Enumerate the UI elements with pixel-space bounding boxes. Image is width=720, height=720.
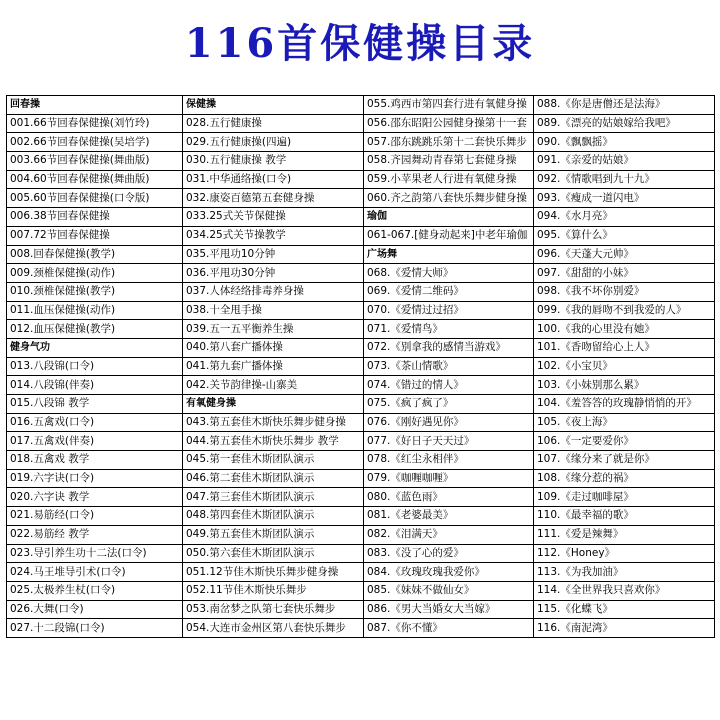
list-item: 051.12节佳木斯快乐舞步健身操 — [183, 563, 364, 582]
list-item: 002.66节回春保健操(吴培学) — [7, 133, 183, 152]
list-item: 043.第五套佳木斯快乐舞步健身操 — [183, 413, 364, 432]
list-item: 106.《一定要爱你》 — [534, 432, 715, 451]
table-row — [7, 338, 715, 357]
table-row — [7, 189, 715, 208]
list-item: 060.齐之韵第八套快乐舞步健身操 — [364, 189, 534, 208]
list-item: 078.《红尘永相伴》 — [364, 451, 534, 470]
list-item: 097.《甜甜的小妹》 — [534, 264, 715, 283]
table-row — [7, 133, 715, 152]
table-row — [7, 488, 715, 507]
list-item: 041.第九套广播体操 — [183, 357, 364, 376]
list-item: 086.《男大当婚女大当嫁》 — [364, 600, 534, 619]
section-header: 回春操 — [7, 96, 183, 115]
list-item: 103.《小妹别那么累》 — [534, 376, 715, 395]
list-item: 040.第八套广播体操 — [183, 338, 364, 357]
list-item: 112.《Honey》 — [534, 544, 715, 563]
list-item: 017.五禽戏(伴奏) — [7, 432, 183, 451]
list-item: 021.易筋经(口令) — [7, 507, 183, 526]
list-item: 059.小苹果老人行进有氧健身操 — [364, 170, 534, 189]
section-header: 健身气功 — [7, 338, 183, 357]
list-item: 039.五一五平衡养生操 — [183, 320, 364, 339]
list-item: 088.《你是唐僧还是法海》 — [534, 96, 715, 115]
list-item: 033.25式关节保健操 — [183, 208, 364, 227]
list-item: 109.《走过咖啡屋》 — [534, 488, 715, 507]
list-item: 029.五行健康操(四遍) — [183, 133, 364, 152]
table-row — [7, 600, 715, 619]
list-item: 016.五禽戏(口令) — [7, 413, 183, 432]
list-item: 014.八段锦(伴奏) — [7, 376, 183, 395]
list-item: 085.《妹妹不做仙女》 — [364, 581, 534, 600]
table-row — [7, 395, 715, 414]
list-item: 079.《咖喱咖喱》 — [364, 469, 534, 488]
list-item: 083.《没了心的爱》 — [364, 544, 534, 563]
list-item: 048.第四套佳木斯团队演示 — [183, 507, 364, 526]
list-item: 095.《算什么》 — [534, 226, 715, 245]
table-row — [7, 432, 715, 451]
list-item: 071.《爱情鸟》 — [364, 320, 534, 339]
list-item: 104.《羞答答的玫瑰静悄悄的开》 — [534, 395, 715, 414]
list-item: 082.《泪满天》 — [364, 525, 534, 544]
list-item: 111.《爱是辣舞》 — [534, 525, 715, 544]
list-item: 022.易筋经 教学 — [7, 525, 183, 544]
list-item: 007.72节回春保健操 — [7, 226, 183, 245]
list-item: 115.《化蝶飞》 — [534, 600, 715, 619]
list-item: 001.66节回春保健操(刘竹玲) — [7, 114, 183, 133]
list-item: 034.25式关节操教学 — [183, 226, 364, 245]
list-item: 019.六字诀(口令) — [7, 469, 183, 488]
list-item: 044.第五套佳木斯快乐舞步 教学 — [183, 432, 364, 451]
list-item: 054.大连市金州区第八套快乐舞步 — [183, 619, 364, 638]
list-item: 055.鸡西市第四套行进有氧健身操 — [364, 96, 534, 115]
list-item: 047.第三套佳木斯团队演示 — [183, 488, 364, 507]
list-item: 061-067.[健身动起来]中老年瑜伽 — [364, 226, 534, 245]
list-item: 032.康姿百德第五套健身操 — [183, 189, 364, 208]
list-item: 037.人体经络排毒养身操 — [183, 282, 364, 301]
list-item: 081.《老婆最美》 — [364, 507, 534, 526]
list-item: 031.中华通络操(口令) — [183, 170, 364, 189]
list-item: 024.马王堆导引术(口令) — [7, 563, 183, 582]
table-row — [7, 563, 715, 582]
list-item: 070.《爱情过过招》 — [364, 301, 534, 320]
list-item: 053.南岔梦之队第七套快乐舞步 — [183, 600, 364, 619]
list-item: 093.《瘦成一道闪电》 — [534, 189, 715, 208]
list-item: 052.11节佳木斯快乐舞步 — [183, 581, 364, 600]
table-row — [7, 357, 715, 376]
list-item: 011.血压保健操(动作) — [7, 301, 183, 320]
list-item: 080.《蓝色雨》 — [364, 488, 534, 507]
list-item: 101.《香吻留给心上人》 — [534, 338, 715, 357]
table-row — [7, 619, 715, 638]
list-item: 012.血压保健操(教学) — [7, 320, 183, 339]
list-item: 092.《情歌唱到九十九》 — [534, 170, 715, 189]
list-item: 058.齐园舞动青春第七套健身操 — [364, 152, 534, 171]
list-item: 004.60节回春保健操(舞曲版) — [7, 170, 183, 189]
list-item: 018.五禽戏 教学 — [7, 451, 183, 470]
list-item: 096.《天蓬大元帅》 — [534, 245, 715, 264]
list-item: 069.《爱情二维码》 — [364, 282, 534, 301]
table-row — [7, 376, 715, 395]
list-item: 113.《为我加油》 — [534, 563, 715, 582]
list-item: 100.《我的心里没有她》 — [534, 320, 715, 339]
list-item: 025.太极养生杖(口令) — [7, 581, 183, 600]
list-item: 075.《疯了疯了》 — [364, 395, 534, 414]
catalog-table — [6, 95, 715, 638]
list-item: 087.《你不懂》 — [364, 619, 534, 638]
list-item: 003.66节回春保健操(舞曲版) — [7, 152, 183, 171]
section-header: 保健操 — [183, 96, 364, 115]
list-item: 084.《玫瑰玫瑰我爱你》 — [364, 563, 534, 582]
section-header: 广场舞 — [364, 245, 534, 264]
list-item: 094.《水月亮》 — [534, 208, 715, 227]
list-item: 073.《茶山情歌》 — [364, 357, 534, 376]
table-row — [7, 507, 715, 526]
list-item: 098.《我不坏你别爱》 — [534, 282, 715, 301]
list-item: 013.八段锦(口令) — [7, 357, 183, 376]
list-item: 057.邵东跳跳乐第十二套快乐舞步 — [364, 133, 534, 152]
list-item: 045.第一套佳木斯团队演示 — [183, 451, 364, 470]
list-item: 114.《全世界我只喜欢你》 — [534, 581, 715, 600]
list-item: 023.导引养生功十二法(口令) — [7, 544, 183, 563]
table-row — [7, 114, 715, 133]
list-item: 110.《最幸福的歌》 — [534, 507, 715, 526]
list-item: 074.《错过的情人》 — [364, 376, 534, 395]
list-item: 107.《缘分来了就是你》 — [534, 451, 715, 470]
list-item: 042.关节韵律操-山寨美 — [183, 376, 364, 395]
section-header: 有氧健身操 — [183, 395, 364, 414]
list-item: 090.《飘飘摇》 — [534, 133, 715, 152]
table-row — [7, 245, 715, 264]
list-item: 046.第二套佳木斯团队演示 — [183, 469, 364, 488]
list-item: 015.八段锦 教学 — [7, 395, 183, 414]
list-item: 116.《南泥湾》 — [534, 619, 715, 638]
list-item: 036.平甩功30分钟 — [183, 264, 364, 283]
list-item: 105.《夜上海》 — [534, 413, 715, 432]
list-item: 056.邵东昭阳公园健身操第十一套 — [364, 114, 534, 133]
table-row — [7, 264, 715, 283]
page-title: 116首保健操目录 — [184, 20, 536, 67]
list-item: 091.《亲爱的姑娘》 — [534, 152, 715, 171]
list-item: 027.十二段锦(口令) — [7, 619, 183, 638]
table-row — [7, 413, 715, 432]
list-item: 030.五行健康操 教学 — [183, 152, 364, 171]
table-row — [7, 469, 715, 488]
list-item: 026.大舞(口令) — [7, 600, 183, 619]
table-row — [7, 581, 715, 600]
table-row — [7, 451, 715, 470]
list-item: 028.五行健康操 — [183, 114, 364, 133]
table-row — [7, 96, 715, 115]
list-item: 020.六字诀 教学 — [7, 488, 183, 507]
table-row — [7, 544, 715, 563]
list-item: 077.《好日子天天过》 — [364, 432, 534, 451]
table-row — [7, 525, 715, 544]
table-row — [7, 152, 715, 171]
list-item: 006.38节回春保健操 — [7, 208, 183, 227]
list-item: 008.回春保健操(教学) — [7, 245, 183, 264]
list-item: 049.第五套佳木斯团队演示 — [183, 525, 364, 544]
list-item: 035.平甩功10分钟 — [183, 245, 364, 264]
table-row — [7, 301, 715, 320]
list-item: 102.《小宝贝》 — [534, 357, 715, 376]
table-row — [7, 226, 715, 245]
list-item: 050.第六套佳木斯团队演示 — [183, 544, 364, 563]
list-item: 038.十全甩手操 — [183, 301, 364, 320]
list-item: 072.《别拿我的感情当游戏》 — [364, 338, 534, 357]
table-row — [7, 170, 715, 189]
list-item: 099.《我的唇吻不到我爱的人》 — [534, 301, 715, 320]
list-item: 108.《缘分惹的祸》 — [534, 469, 715, 488]
list-item: 068.《爱情大师》 — [364, 264, 534, 283]
list-item: 010.颈椎保健操(教学) — [7, 282, 183, 301]
list-item: 009.颈椎保健操(动作) — [7, 264, 183, 283]
list-item: 076.《刚好遇见你》 — [364, 413, 534, 432]
table-row — [7, 320, 715, 339]
list-item: 005.60节回春保健操(口令版) — [7, 189, 183, 208]
table-row — [7, 282, 715, 301]
table-row — [7, 208, 715, 227]
section-header: 瑜伽 — [364, 208, 534, 227]
list-item: 089.《漂亮的姑娘嫁给我吧》 — [534, 114, 715, 133]
catalog-body — [7, 96, 715, 638]
